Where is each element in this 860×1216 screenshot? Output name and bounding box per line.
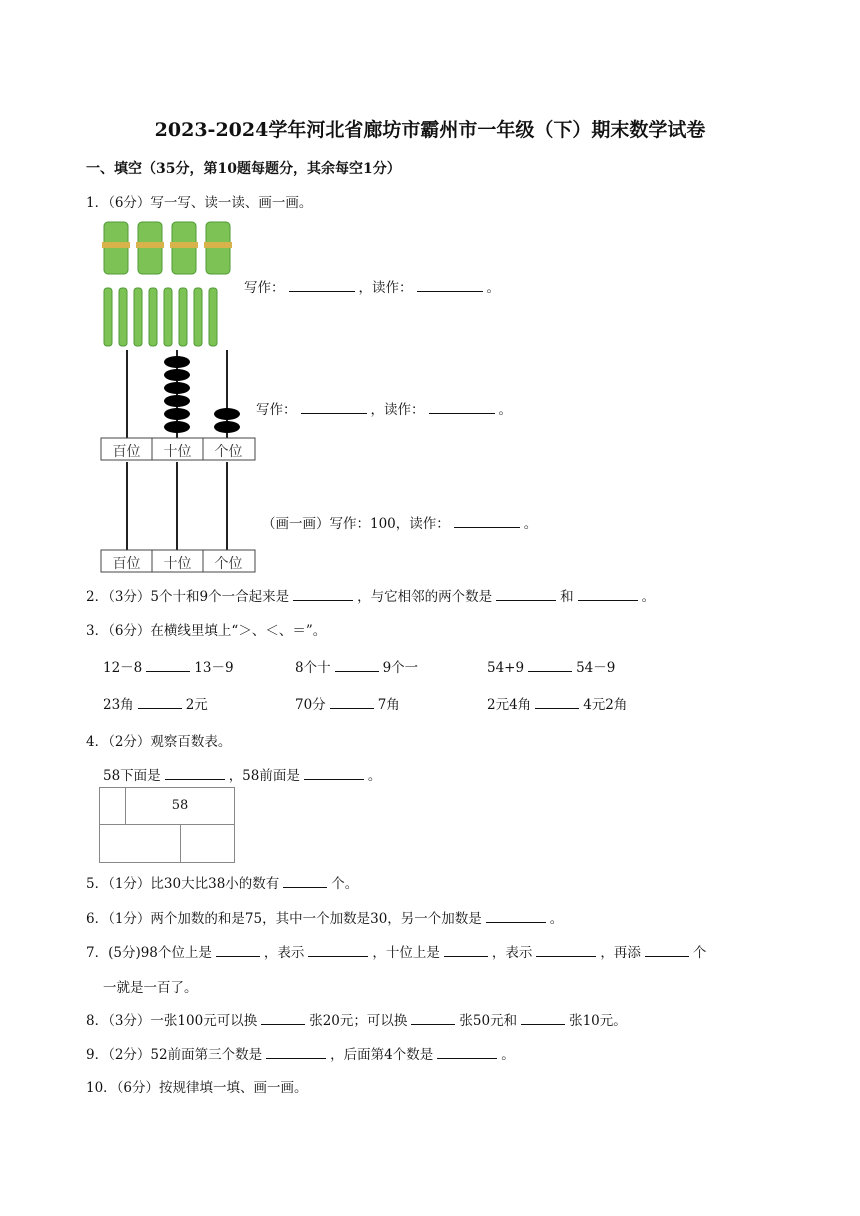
punct: 。 bbox=[498, 402, 512, 418]
answer-blank[interactable] bbox=[417, 279, 483, 292]
answer-blank[interactable] bbox=[261, 1012, 305, 1025]
question-3-head: 3．（6分）在横线里填上“＞、＜、＝”。 bbox=[86, 623, 327, 639]
answer-blank[interactable] bbox=[578, 588, 638, 601]
answer-blank[interactable] bbox=[165, 767, 225, 780]
table-cell[interactable] bbox=[99, 787, 126, 825]
q6-text: 。 bbox=[549, 911, 564, 927]
punct: 。 bbox=[486, 280, 500, 296]
label-tens: 十位 bbox=[163, 556, 192, 572]
answer-blank[interactable] bbox=[454, 515, 520, 528]
question-7-line2: 一就是一百了。 bbox=[103, 980, 198, 996]
q8-text: 张20元；可以换 bbox=[309, 1013, 408, 1029]
answer-blank[interactable] bbox=[528, 659, 572, 672]
stick-bundles-image bbox=[100, 218, 232, 348]
answer-blank[interactable] bbox=[429, 401, 495, 414]
answer-blank[interactable] bbox=[146, 659, 190, 672]
label-write: 写作： bbox=[256, 402, 297, 418]
compare-left: 12－8 bbox=[103, 660, 143, 676]
label-hundreds: 百位 bbox=[112, 444, 141, 460]
q2-text: 和 bbox=[560, 589, 574, 605]
question-4-head: 4．（2分）观察百数表。 bbox=[86, 734, 232, 750]
answer-blank[interactable] bbox=[335, 659, 379, 672]
answer-blank[interactable] bbox=[216, 944, 260, 957]
question-7 bbox=[86, 941, 706, 961]
compare-right: 7角 bbox=[377, 697, 400, 713]
answer-blank[interactable] bbox=[645, 944, 689, 957]
q7-text: ，表示 bbox=[263, 945, 305, 961]
compare-item bbox=[295, 693, 400, 713]
question-10-head: 10．（6分）按规律填一填、画一画。 bbox=[86, 1080, 308, 1096]
q7-text: 7．(5分)98个位上是 bbox=[86, 945, 212, 961]
compare-item bbox=[487, 693, 627, 713]
answer-blank[interactable] bbox=[486, 910, 546, 923]
compare-item bbox=[487, 656, 615, 676]
compare-right: 2元 bbox=[185, 697, 208, 713]
compare-left: 54+9 bbox=[487, 660, 525, 676]
compare-right: 9个一 bbox=[382, 660, 419, 676]
question-2 bbox=[86, 585, 655, 605]
compare-left: 2元4角 bbox=[487, 697, 532, 713]
label-draw: （画一画）写作：100，读作： bbox=[262, 516, 450, 532]
compare-item bbox=[103, 693, 208, 713]
q7-text: 个 bbox=[692, 945, 707, 961]
answer-blank[interactable] bbox=[330, 696, 374, 709]
compare-right: 4元2角 bbox=[583, 697, 628, 713]
q4-text: ，58前面是 bbox=[228, 768, 300, 784]
table-cell[interactable] bbox=[180, 824, 235, 863]
q9-text: 9．（2分）52前面第三个数是 bbox=[86, 1047, 263, 1063]
compare-right: 54－9 bbox=[576, 660, 616, 676]
q8-text: 张50元和 bbox=[459, 1013, 518, 1029]
q2-text: ，与它相邻的两个数是 bbox=[357, 589, 493, 605]
q7-text: ，表示 bbox=[491, 945, 533, 961]
q4-text: 。 bbox=[367, 768, 382, 784]
answer-blank[interactable] bbox=[411, 1012, 455, 1025]
answer-blank[interactable] bbox=[304, 767, 364, 780]
answer-blank[interactable] bbox=[289, 279, 355, 292]
label-ones: 个位 bbox=[214, 444, 243, 460]
punct: 。 bbox=[523, 516, 538, 532]
compare-left: 23角 bbox=[103, 697, 134, 713]
hundred-chart-fragment bbox=[99, 787, 235, 863]
label-read: ，读作： bbox=[358, 280, 413, 296]
compare-right: 13－9 bbox=[194, 660, 234, 676]
q5-text: 5．（1分）比30大比38小的数有 bbox=[86, 876, 280, 892]
label-read: ，读作： bbox=[370, 402, 425, 418]
q1-row3-line bbox=[262, 512, 537, 532]
label-ones: 个位 bbox=[214, 556, 243, 572]
question-4-line bbox=[103, 764, 381, 784]
q4-text: 58下面是 bbox=[103, 768, 161, 784]
page-title: 2023-2024学年河北省廊坊市霸州市一年级（下）期末数学试卷 bbox=[154, 119, 706, 141]
q1-row2-line bbox=[256, 398, 512, 418]
q5-text: 个。 bbox=[331, 876, 359, 892]
q8-text: 8．（3分）一张100元可以换 bbox=[86, 1013, 258, 1029]
answer-blank[interactable] bbox=[496, 588, 556, 601]
answer-blank[interactable] bbox=[437, 1046, 497, 1059]
label-tens: 十位 bbox=[163, 444, 192, 460]
answer-blank[interactable] bbox=[536, 944, 596, 957]
question-6 bbox=[86, 907, 563, 927]
table-cell-58: 58 bbox=[125, 787, 235, 825]
table-cell[interactable] bbox=[99, 824, 181, 863]
answer-blank[interactable] bbox=[301, 401, 367, 414]
question-1-head: 1．（6分）写一写、读一读、画一画。 bbox=[86, 195, 313, 211]
answer-blank[interactable] bbox=[535, 696, 579, 709]
q9-text: 。 bbox=[501, 1047, 515, 1063]
question-8 bbox=[86, 1009, 627, 1029]
compare-item bbox=[103, 656, 234, 676]
compare-item bbox=[295, 656, 418, 676]
question-9 bbox=[86, 1043, 515, 1063]
q2-text: 2．（3分）5个十和9个一合起来是 bbox=[86, 589, 290, 605]
compare-left: 8个十 bbox=[295, 660, 331, 676]
q1-row1-line bbox=[244, 276, 500, 296]
q7-text: ，再添 bbox=[600, 945, 641, 961]
q7-text: ，十位上是 bbox=[372, 945, 440, 961]
q9-text: ，后面第4个数是 bbox=[330, 1047, 434, 1063]
question-5 bbox=[86, 872, 358, 892]
q2-text: 。 bbox=[641, 589, 656, 605]
answer-blank[interactable] bbox=[521, 1012, 565, 1025]
answer-blank[interactable] bbox=[283, 875, 327, 888]
q8-text: 张10元。 bbox=[569, 1013, 627, 1029]
q6-text: 6．（1分）两个加数的和是75，其中一个加数是30，另一个加数是 bbox=[86, 911, 482, 927]
compare-left: 70分 bbox=[295, 697, 326, 713]
label-write: 写作： bbox=[244, 280, 285, 296]
answer-blank[interactable] bbox=[308, 944, 368, 957]
label-hundreds: 百位 bbox=[112, 556, 141, 572]
answer-blank[interactable] bbox=[293, 588, 353, 601]
answer-blank[interactable] bbox=[138, 696, 182, 709]
answer-blank[interactable] bbox=[266, 1046, 326, 1059]
answer-blank[interactable] bbox=[444, 944, 488, 957]
section-heading: 一、填空（35分，第10题每题分，其余每空1分） bbox=[86, 161, 401, 177]
